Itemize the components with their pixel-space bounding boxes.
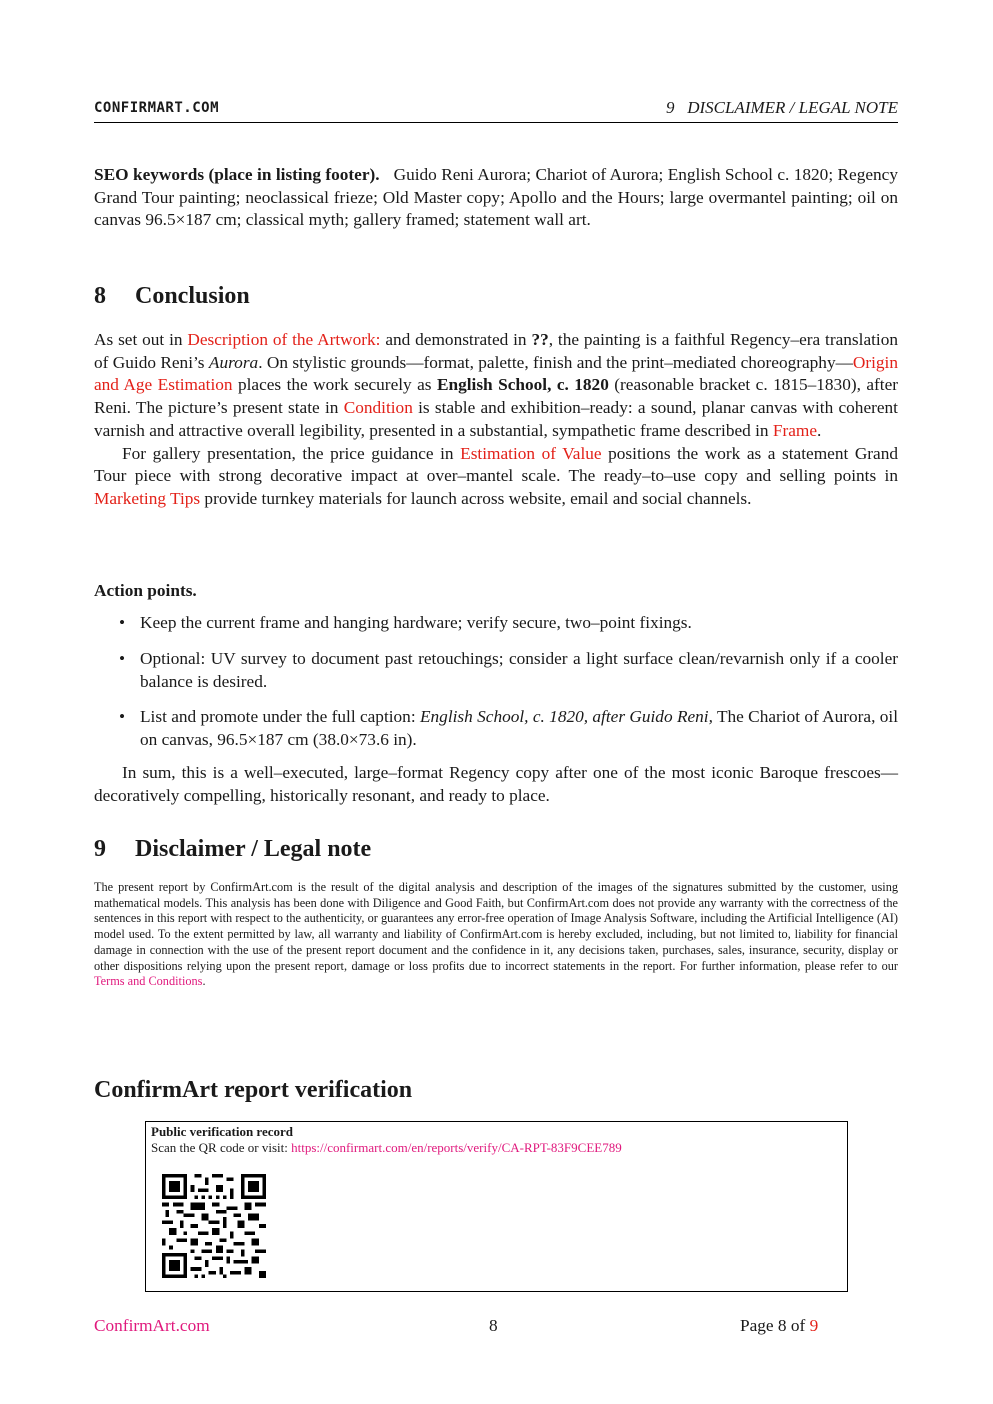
verification-box-title: Public verification record (151, 1124, 294, 1139)
text-run: and demonstrated in (380, 330, 532, 349)
verification-url-link[interactable]: https://confirmart.com/en/reports/verify/CA-RPT-83F9CEE789 (291, 1140, 622, 1155)
verification-heading: ConfirmArt report verification (94, 1077, 413, 1103)
running-header-title: 9 DISCLAIMER / LEGAL NOTE (665, 98, 898, 117)
text-run: For gallery presentation, the price guidance in (122, 443, 461, 463)
link-description-of-artwork[interactable]: Description of the Artwork: (187, 330, 381, 349)
verification-box (145, 1121, 848, 1292)
text-run: positions the work as a statement Grand Tour piece with strong decorative impact at over–mantel scale. The ready–to–use copy and selling points in (94, 443, 899, 486)
list-item-text: Keep the current frame and hanging hardware; verify secure, two–point fixings. (140, 613, 692, 632)
bullet-icon: • (119, 707, 126, 726)
unresolved-ref: ?? (531, 330, 549, 349)
section-title: Conclusion (135, 283, 250, 309)
text-run: provide turnkey materials for launch across website, email and social channels. (200, 488, 752, 508)
footer-page-number: 8 (489, 1316, 498, 1335)
last-page-link[interactable]: 9 (809, 1316, 819, 1335)
link-origin-age-estimation[interactable]: Origin and Age Estimation (94, 352, 898, 395)
verification-scan-line (151, 1140, 622, 1156)
conclusion-paragraph-1 (94, 329, 898, 443)
text-run: (reasonable bracket c. 1815–1830), after Reni. The picture’s present state in (94, 375, 899, 418)
conclusion-paragraph-2 (94, 443, 898, 511)
disclaimer-text (94, 880, 898, 990)
link-marketing-tips[interactable]: Marketing Tips (94, 488, 201, 508)
list-item (119, 648, 898, 693)
header-rule (94, 122, 898, 123)
section-title: Disclaimer / Legal note (135, 836, 372, 862)
action-points-heading: Action points. (94, 581, 197, 600)
link-condition[interactable]: Condition (343, 398, 413, 418)
in-sum-paragraph: In sum, this is a well–executed, large–format Regency copy after one of the most iconic Baroque frescoes—decoratively compelling, historically resonant, and ready to place. (94, 763, 898, 805)
header-logo: CONFIRMART.COM (94, 100, 220, 116)
aurora-title: Aurora (208, 352, 259, 372)
link-terms-and-conditions[interactable]: Terms and Conditions (94, 974, 203, 989)
attribution-bold: English School, c. 1820 (436, 375, 609, 395)
list-item-text: Optional: UV survey to document past retouchings; consider a light surface clean/revarnish only if a cooler balance is desired. (140, 649, 898, 691)
text-run: is stable and exhibition–ready: a sound, planar canvas with coherent varnish and attractive overall legibility, presented in a substantial, sympathetic frame described in (94, 398, 898, 440)
scan-text: Scan the QR code or visit: (151, 1140, 292, 1155)
seo-keywords-paragraph (94, 164, 898, 232)
section-heading-disclaimer (94, 836, 371, 863)
list-item-text: The Chariot of Aurora, oil on canvas, 96.5×187 cm (38.0×73.6 in). (140, 707, 899, 749)
list-item (119, 706, 899, 751)
text-run: As set out in (94, 330, 188, 349)
footer-site-link[interactable]: ConfirmArt.com (94, 1316, 210, 1335)
text-run: . (817, 420, 822, 440)
caption-italic: English School, c. 1820, after Guido Reni, (419, 707, 713, 726)
bullet-icon: • (119, 649, 126, 668)
conclusion-body (94, 329, 898, 511)
page-label: Page 8 of (740, 1316, 810, 1335)
section-number: 8 (94, 283, 106, 309)
qr-code-icon[interactable] (162, 1174, 266, 1278)
link-frame[interactable]: Frame (772, 420, 818, 440)
text-run: places the work securely as (232, 375, 437, 395)
section-number: 9 (94, 836, 106, 862)
footer-page-of (740, 1316, 818, 1336)
text-run: . On stylistic grounds—format, palette, finish and the print–mediated choreography— (258, 352, 853, 372)
disclaimer-body: The present report by ConfirmArt.com is the result of the digital analysis and description of the images of the signatures submitted by the customer, using mathematical models. This analysis has been done with Diligence and Good Faith, but ConfirmArt.com does not provide any warranty with the correctness of the sentences in this report with respect to the authenticity, or guarantees any error-free operation of Image Analysis Software, including the Artificial Intelligence (AI) model used. To the extent permitted by law, all warranty and liability of ConfirmArt.com is hereby excluded, including, but not limited to, liability for financial damage in connection with the use of the present report document and the confidence in it, any decisions taken, purchases, sales, insurance, security, display or other dispositions relying upon the present report, damage or loss profits due to incorrect statements in the report. For further information, please refer to our (94, 880, 898, 973)
text-run: . (202, 974, 206, 989)
seo-lead: SEO keywords (place in listing footer). (94, 165, 380, 184)
link-estimation-of-value[interactable]: Estimation of Value (460, 443, 602, 463)
list-item (119, 612, 898, 635)
section-heading-conclusion (94, 283, 250, 310)
list-item-text: List and promote under the full caption: (140, 707, 420, 726)
bullet-icon: • (119, 613, 126, 632)
seo-text: Guido Reni Aurora; Chariot of Aurora; English School c. 1820; Regency Grand Tour painting; neoclassical frieze; Old Master copy; Apollo and the Hours; large overmantel painting; oil on canvas 96.5×187 cm; classical myth; gallery framed; statement wall art. (94, 165, 898, 230)
text-run: , the painting is a faithful Regency–era translation of Guido Reni’s (94, 330, 899, 372)
